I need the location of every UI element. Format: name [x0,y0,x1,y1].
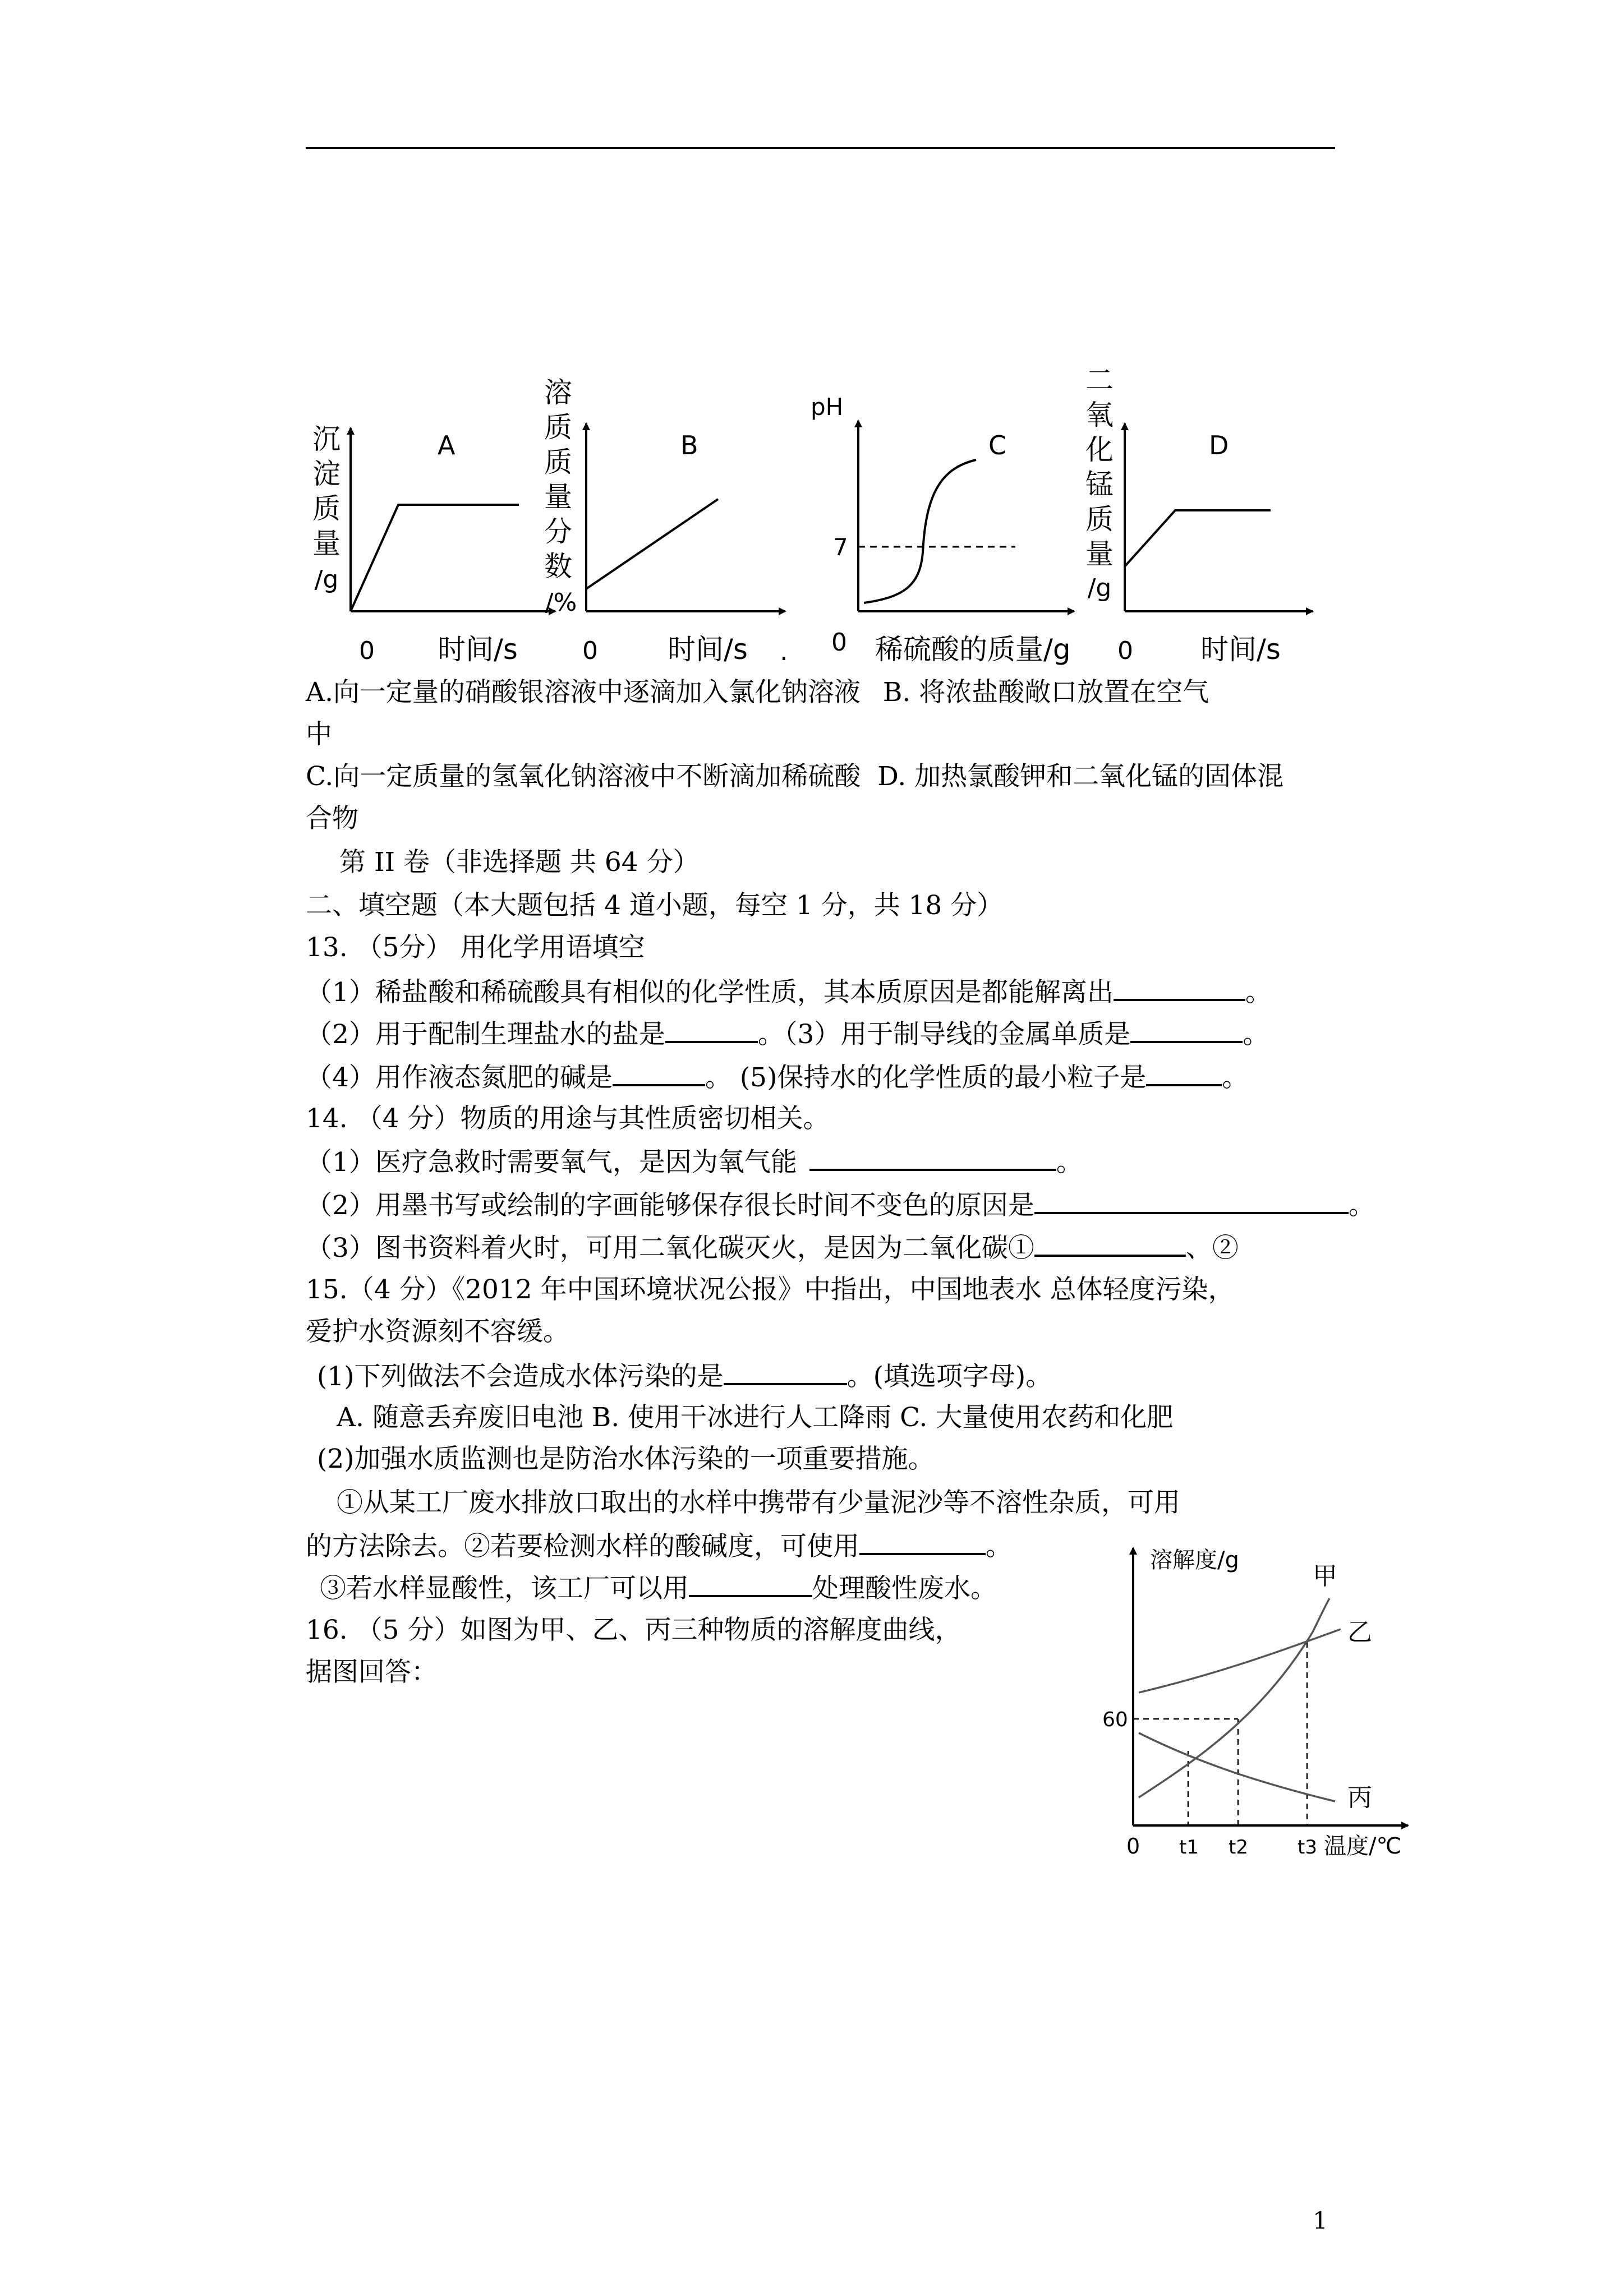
graph-b-ylabel-6: 数 [544,550,572,583]
graph-b-xlabel: 时间/s [668,633,748,666]
graph-a-ylabel-5: /g [314,565,339,594]
q13-blank-2[interactable] [665,1016,758,1043]
graph-d-ylabel-4: 锰 [1085,468,1114,501]
graph-b-ylabel-1: 溶 [544,376,572,409]
graph-c-origin: 0 [831,628,847,657]
q14-blank-3[interactable] [1034,1230,1186,1257]
solubility-graph [1077,1542,1425,1865]
graph-d-origin: 0 [1117,637,1133,665]
section-fill-title: 二、填空题（本大题包括 4 道小题，每空 1 分，共 18 分） [306,890,1004,921]
q13-blank-1[interactable] [1114,974,1245,1001]
solubility-xlabel: 温度/℃ [1324,1833,1402,1859]
q16-stem-1: 16. （5 分）如图为甲、乙、丙三种物质的溶解度曲线， [306,1615,961,1645]
curve-bing [1139,1733,1335,1801]
section-2-title: 第 II 卷（非选择题 共 64 分） [339,847,700,878]
graph-d-curve [1125,510,1271,566]
solubility-ylabel: 溶解度/g [1150,1547,1239,1573]
graph-d-xlabel: 时间/s [1200,633,1281,666]
graph-c-xlabel: 稀硫酸的质量/g [875,633,1071,666]
graph-c-ylabel: pH [811,393,844,421]
graph-b-curve [586,499,718,589]
graph-a-ylabel-2: 淀 [312,458,341,490]
curve-yi [1139,1629,1341,1693]
graph-d [1085,367,1313,666]
q15-blank-3[interactable] [689,1570,812,1597]
graph-d-ylabel-3: 化 [1085,434,1114,466]
q16-stem-2: 据图回答： [306,1657,438,1688]
q15-stem-1: 15.（4 分）《2012 年中国环境状况公报》中指出，中国地表水 总体轻度污染， [306,1274,1235,1305]
graph-d-ylabel-2: 氧 [1085,399,1114,431]
solubility-xtick-t1: t1 [1179,1836,1199,1859]
graph-c [811,393,1074,666]
q12-option-b: B. 将浓盐酸敞口放置在空气 [882,677,1209,708]
q15-sub-3: ③若水样显酸性，该工厂可以用 处理酸性废水。 [320,1570,997,1606]
header-rule [306,147,1335,149]
q13-line-3: （4）用作液态氮肥的碱是 。 (5)保持水的化学性质的最小粒子是 。 [306,1059,1248,1095]
graph-separator-dot: . [780,636,788,666]
graph-b-ylabel-5: 分 [544,515,572,548]
q15-part-2: (2)加强水质监测也是防治水体污染的一项重要措施。 [317,1444,935,1474]
q12-option-d-cont: 合物 [306,803,358,834]
q15-stem-2: 爱护水资源刻不容缓。 [306,1316,569,1347]
graph-b-ylabel-7: /% [545,588,577,617]
graph-b-ylabel-4: 量 [544,481,572,513]
q12-option-row-2 [306,760,1283,794]
graph-b-ylabel-3: 质 [544,446,572,478]
graph-a-xlabel: 时间/s [438,633,518,666]
graph-d-ylabel-5: 质 [1085,503,1114,536]
solubility-origin: 0 [1126,1834,1140,1859]
q12-option-row-1 [306,676,1209,709]
q15-sub-1: ①从某工厂废水排放口取出的水样中携带有少量泥沙等不溶性杂质，可用 [337,1487,1180,1518]
q13-blank-3[interactable] [1130,1016,1243,1043]
q13-blank-4[interactable] [613,1059,705,1086]
q15-sub-2: 的方法除去。②若要检测水样的酸碱度，可使用 。 [306,1528,1012,1564]
graph-b [544,376,785,666]
q15-blank-1[interactable] [724,1358,847,1385]
graph-c-letter: C [988,430,1007,460]
q14-line-1: （1）医疗急救时需要氧气，是因为氧气能 。 [306,1144,1083,1179]
q13-line-1: （1）稀盐酸和稀硫酸具有相似的化学性质，其本质原因是都能解离出 。 [306,974,1272,1009]
page-number: 1 [1313,2207,1328,2234]
q12-option-c: C.向一定质量的氢氧化钠溶液中不断滴加稀硫酸 [306,761,861,792]
q13-line-2: （2）用于配制生理盐水的盐是 。（3）用于制导线的金属单质是 。 [306,1016,1269,1052]
q13-blank-5[interactable] [1146,1059,1222,1086]
q14-blank-2[interactable] [1034,1187,1349,1214]
series-label-yi: 乙 [1347,1618,1372,1647]
q13-stem: 13. （5分） 用化学用语填空 [306,932,645,963]
graph-c-ytick-7: 7 [833,533,848,561]
curve-jia [1139,1598,1329,1797]
graph-a-origin: 0 [359,637,375,665]
graph-b-ylabel-2: 质 [544,411,572,444]
solubility-xtick-t3: t3 [1298,1836,1317,1859]
q12-option-b-cont: 中 [306,719,332,750]
graph-a-ylabel-1: 沉 [312,423,341,455]
series-label-bing: 丙 [1347,1783,1372,1812]
graph-c-curve [864,460,976,603]
graph-a-letter: A [438,430,456,460]
graph-row [303,367,1329,673]
q15-options: A. 随意丢弃废旧电池 B. 使用干冰进行人工降雨 C. 大量使用农药和化肥 [337,1402,1174,1433]
q15-blank-2[interactable] [859,1528,986,1555]
series-label-jia: 甲 [1313,1562,1337,1590]
solubility-ytick-60: 60 [1102,1708,1128,1731]
graph-d-letter: D [1209,430,1229,460]
graph-d-ylabel-6: 量 [1085,538,1114,570]
graph-b-letter: B [680,430,698,460]
graph-b-origin: 0 [582,637,598,665]
graph-d-ylabel-7: /g [1087,574,1112,602]
graph-d-ylabel-1: 二 [1085,367,1114,397]
q14-stem: 14. （4 分）物质的用途与其性质密切相关。 [306,1103,830,1134]
q14-line-2: （2）用墨书写或绘制的字画能够保存很长时间不变色的原因是 。 [306,1187,1375,1223]
graph-a-ylabel-4: 量 [312,527,341,560]
solubility-xtick-t2: t2 [1229,1836,1248,1859]
q14-blank-1[interactable] [809,1144,1056,1171]
graph-a-curve [351,505,519,611]
graph-a-ylabel-3: 质 [312,492,341,525]
q15-part-1: (1)下列做法不会造成水体污染的是 。(填选项字母)。 [317,1358,1052,1394]
q12-option-d: D. 加热氯酸钾和二氧化锰的固体混 [877,761,1284,792]
q14-line-3: （3）图书资料着火时，可用二氧化碳灭火，是因为二氧化碳① 、② [306,1230,1239,1265]
graph-a [312,423,555,666]
q12-option-a: A.向一定量的硝酸银溶液中逐滴加入氯化钠溶液 [306,677,861,708]
